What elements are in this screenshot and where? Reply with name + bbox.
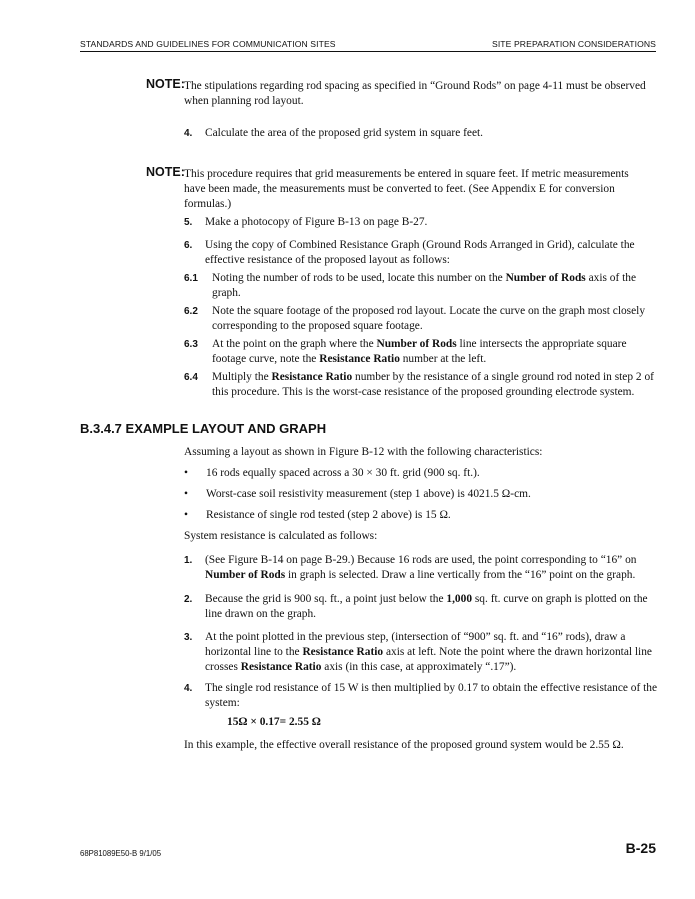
step-number: 4. — [184, 128, 193, 139]
calc-intro: System resistance is calculated as follows: — [184, 530, 378, 542]
step-text: (See Figure B-14 on page B-29.) Because 16 rods are used, the point corresponding to “16” on Number of Rods in graph is selected. Draw a line vertically from the “16” point on the graph. — [205, 554, 637, 581]
section-heading: B.3.4.7 EXAMPLE LAYOUT AND GRAPH — [80, 421, 327, 436]
step-number: 3. — [184, 632, 193, 643]
footer-doc-id: 68P81089E50-B 9/1/05 — [80, 849, 162, 858]
conclusion-paragraph: In this example, the effective overall resistance of the proposed ground system would be 2.55 Ω. — [184, 739, 624, 751]
step-number: 6. — [184, 240, 193, 251]
step-number: 5. — [184, 217, 193, 228]
step-number: 6.4 — [184, 372, 198, 383]
step-number: 6.2 — [184, 306, 198, 317]
step-text: Noting the number of rods to be used, locate this number on the Number of Rods axis of the graph. — [212, 272, 637, 299]
note-label: NOTE: — [146, 165, 185, 179]
step-text: Because the grid is 900 sq. ft., a point just below the 1,000 sq. ft. curve on graph is plotted on the line drawn on the graph. — [205, 593, 648, 620]
bullet-item — [184, 508, 654, 523]
bullet-item — [184, 487, 654, 502]
header-title-right: SITE PREPARATION CONSIDERATIONS — [491, 39, 656, 49]
step-text: Multiply the Resistance Ratio number by the resistance of a single ground rod noted in step 2 of this procedure. This is the worst-case resistance of the proposed grounding electrode system. — [212, 371, 654, 398]
bullet-icon: • — [184, 509, 188, 521]
step-6 — [184, 238, 659, 268]
step-number: 4. — [184, 683, 193, 694]
example-step-4 — [184, 681, 659, 711]
step-number: 2. — [184, 594, 193, 605]
header-title-left: STANDARDS AND GUIDELINES FOR COMMUNICATION SITES — [80, 39, 336, 49]
step-5 — [184, 215, 659, 230]
step-text: The single rod resistance of 15 W is then multiplied by 0.17 to obtain the effective resistance of the system: — [205, 682, 658, 709]
step-number: 1. — [184, 555, 193, 566]
bullet-text: 16 rods equally spaced across a 30 × 30 ft. grid (900 sq. ft.). — [206, 467, 480, 479]
bullet-item — [184, 466, 654, 481]
example-step-2 — [184, 592, 659, 622]
step-4 — [184, 126, 659, 141]
page-header — [80, 37, 656, 49]
bullet-text: Resistance of single rod tested (step 2 above) is 15 Ω. — [206, 509, 451, 521]
bullet-text: Worst-case soil resistivity measurement (step 1 above) is 4021.5 Ω-cm. — [206, 488, 531, 500]
bullet-icon: • — [184, 467, 188, 479]
step-number: 6.3 — [184, 339, 198, 350]
note-square-feet — [146, 167, 652, 212]
step-text: At the point on the graph where the Number of Rods line intersects the appropriate square footage curve, note the Resistance Ratio number at the left. — [212, 338, 627, 365]
step-text: Calculate the area of the proposed grid system in square feet. — [205, 127, 484, 139]
note-text: This procedure requires that grid measurements be entered in square feet. If metric measurements have been made, the measurements must be converted to feet. (See Appendix E for conversion formulas.) — [184, 168, 629, 210]
step-text: Using the copy of Combined Resistance Graph (Ground Rods Arranged in Grid), calculate the effective resistance of the proposed layout as follows: — [205, 239, 635, 266]
example-step-1 — [184, 553, 659, 583]
example-step-3 — [184, 630, 659, 675]
step-number: 6.1 — [184, 273, 198, 284]
page-number: B-25 — [625, 840, 656, 856]
step-6-3 — [184, 337, 659, 367]
note-label: NOTE: — [146, 77, 185, 91]
step-6-2 — [184, 304, 659, 334]
step-text: Note the square footage of the proposed rod layout. Locate the curve on the graph most closely corresponding to the proposed square footage. — [212, 305, 646, 332]
intro-paragraph: Assuming a layout as shown in Figure B-12 with the following characteristics: — [184, 446, 543, 458]
step-text: Make a photocopy of Figure B-13 on page B-27. — [205, 216, 428, 228]
formula: 15Ω × 0.17= 2.55 Ω — [227, 716, 321, 728]
step-text: At the point plotted in the previous step, (intersection of “900” sq. ft. and “16” rods), draw a horizontal line to the Resistance Ratio axis at left. Note the point where the drawn horizontal line crosses Resistance Ratio axis (in this case, at approximately “.17”). — [205, 631, 652, 673]
step-6-1 — [184, 271, 659, 301]
step-6-4 — [184, 370, 659, 400]
note-text: The stipulations regarding rod spacing as specified in “Ground Rods” on page 4-11 must be observed when planning rod layout. — [184, 80, 646, 107]
header-rule — [80, 51, 656, 52]
note-rod-spacing — [146, 79, 652, 109]
bullet-icon: • — [184, 488, 188, 500]
